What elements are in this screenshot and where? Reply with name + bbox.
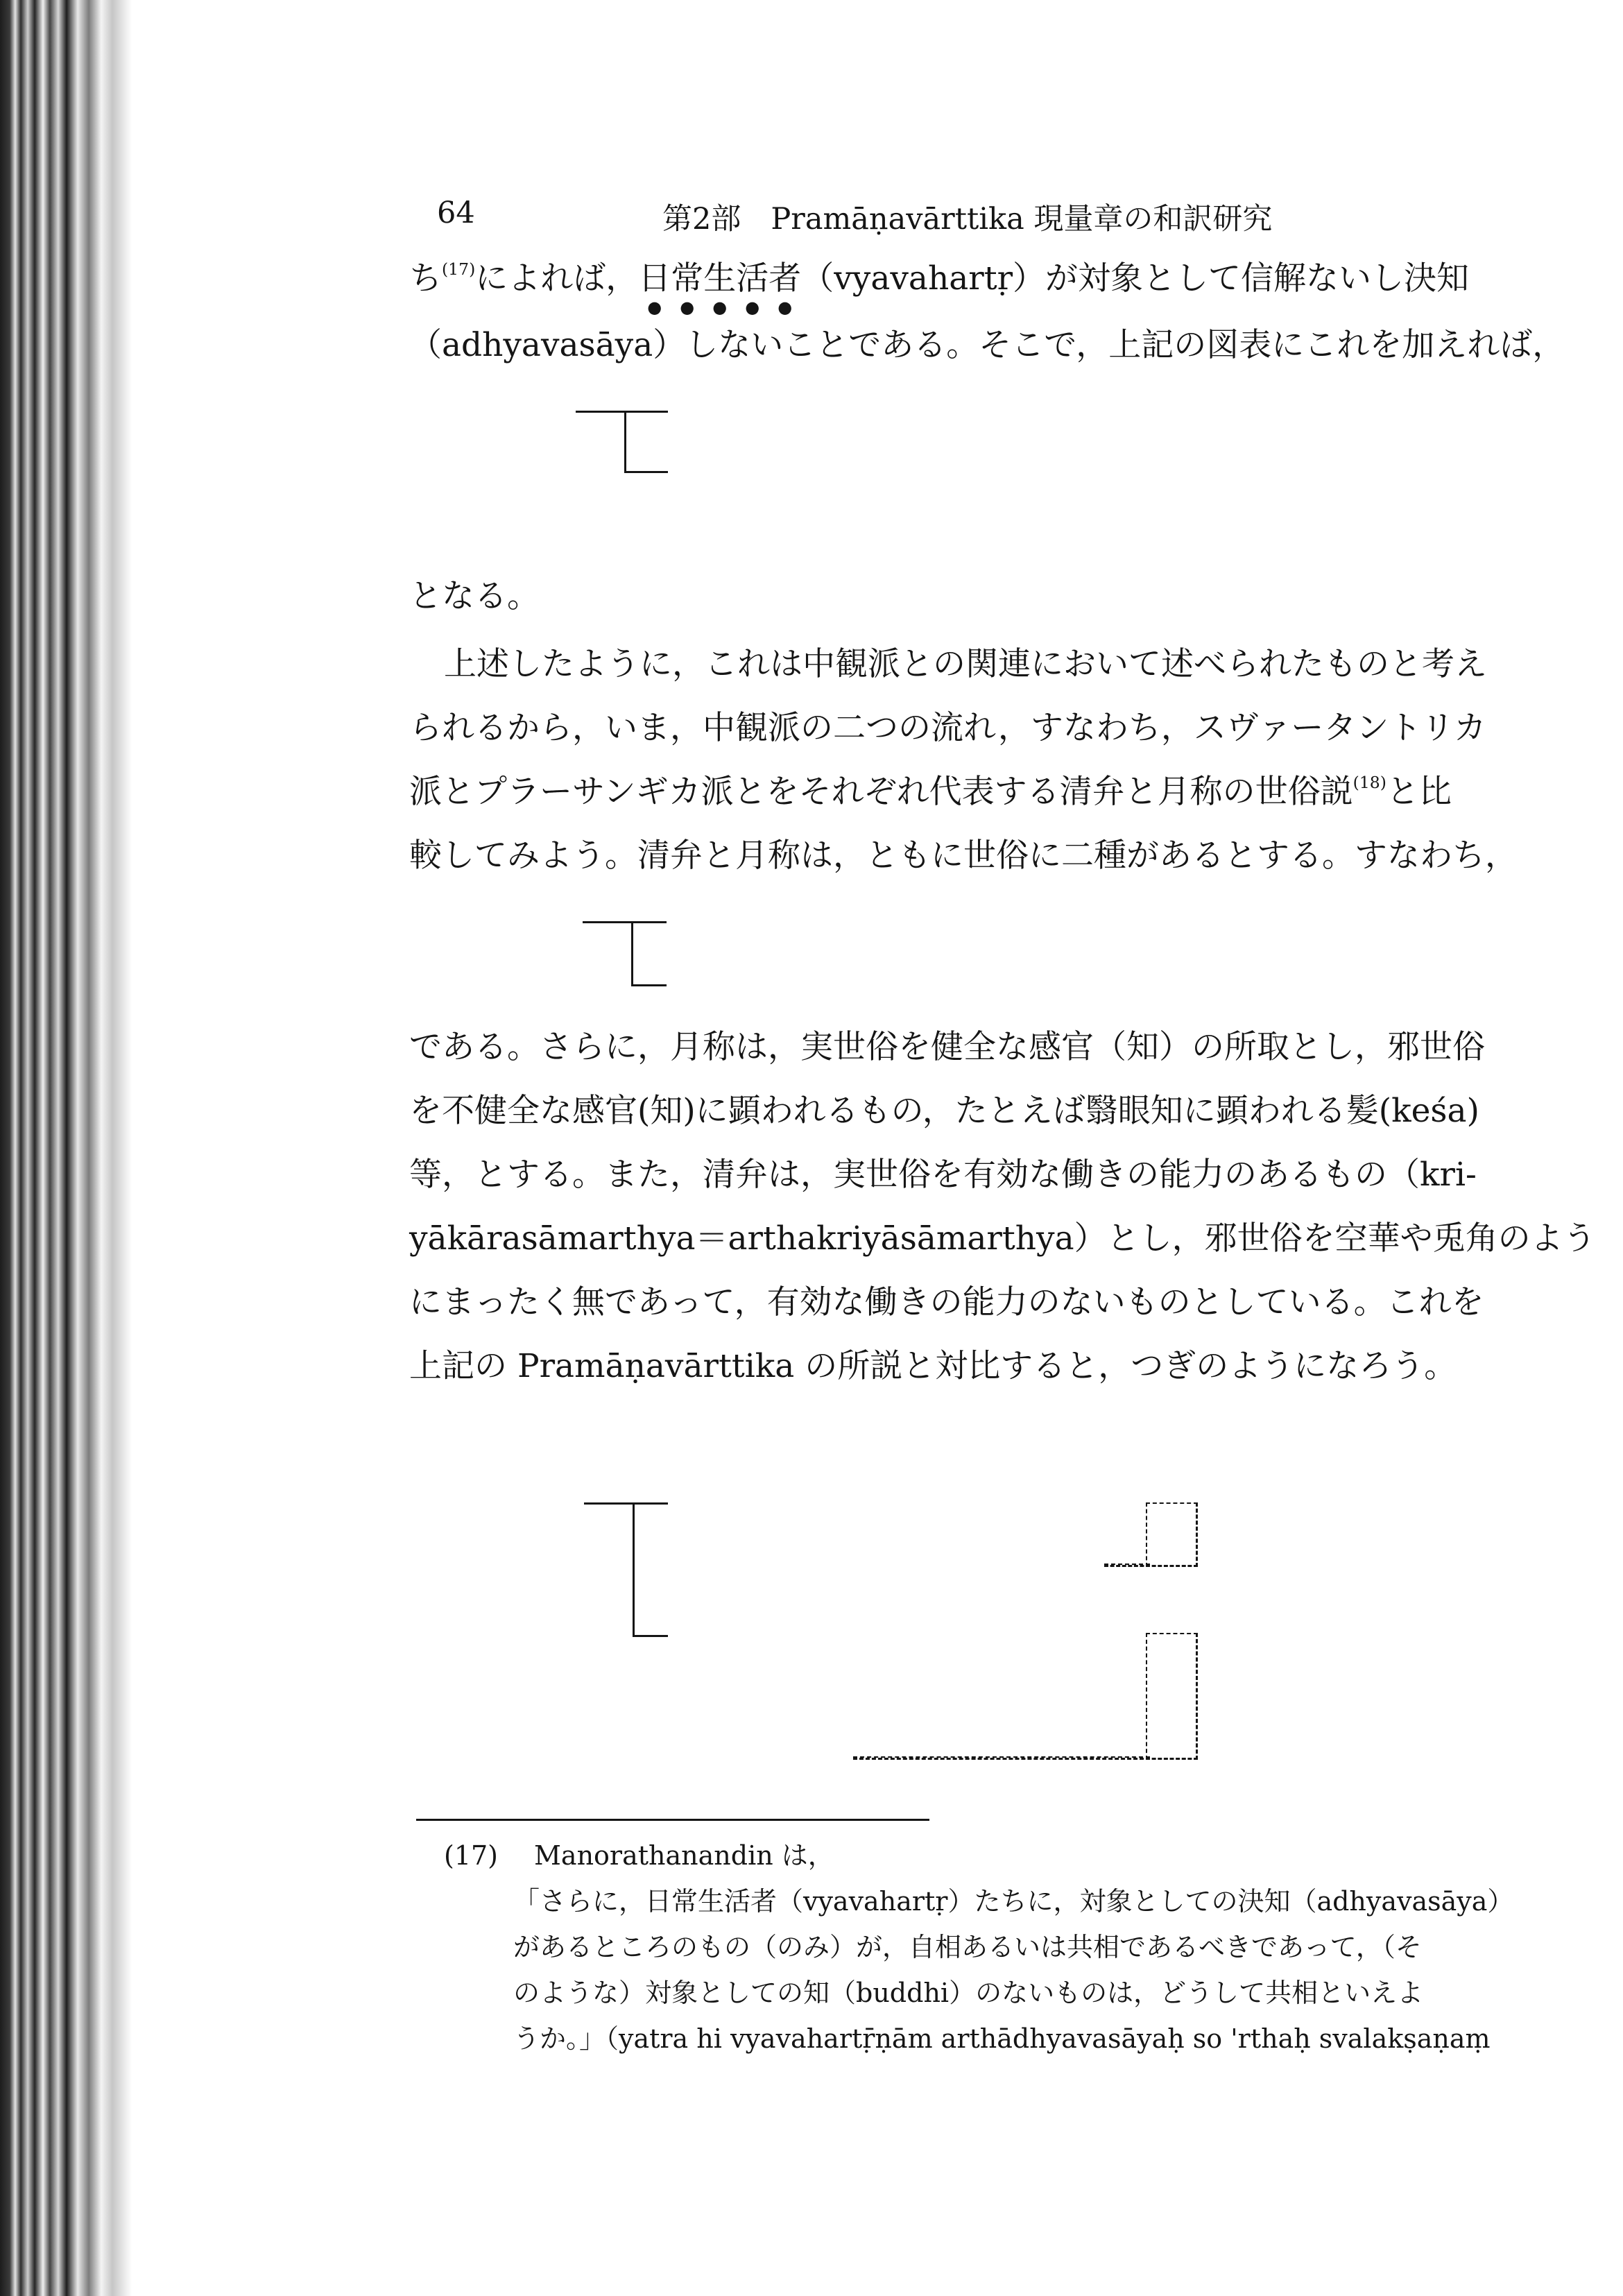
diagram1-connector [576, 411, 624, 413]
body-line: である。さらに，月称は，実世俗を健全な感官（知）の所取とし，邪世俗 [409, 1028, 1485, 1066]
diagram3-connector [584, 1502, 633, 1505]
footnote-line: のような）対象としての知（buddhi）のないものは，どうして共相といえよ [513, 1978, 1424, 2008]
diagram1-bracket [624, 411, 668, 473]
body-line: にまったく無であって，有効な働きの能力のないものとしている。これを [409, 1283, 1484, 1321]
body-line: となる。 [409, 577, 540, 615]
body-line: を不健全な感官(知)に顕われるもの，たとえば翳眼知に顕われる髪(keśa) [409, 1092, 1479, 1130]
body-line: ち$^{(17)}$によれば，日常生活者（vyavahartṛ）が対象として信解ないし決知 [409, 259, 1470, 298]
page-number: 64 [437, 196, 475, 230]
body-line: 上記の Pramāṇavārttika の所説と対比すると，つぎのようになろう。 [409, 1347, 1457, 1385]
body-line: られるから，いま，中観派の二つの流れ，すなわち，スヴァータントリカ [409, 709, 1486, 747]
footnote-line: 「さらに，日常生活者（vyavahartṛ）たちに，対象としての決知（adhyavasāya） [513, 1886, 1514, 1917]
footnote-line: があるところのもの（のみ）が，自相あるいは共相であるべきであって，（そ [513, 1932, 1422, 1962]
footnote-ref: (17) [442, 259, 476, 279]
body-line: 派とプラーサンギカ派とをそれぞれ代表する清弁と月称の世俗説$^{(18)}$と比 [409, 772, 1452, 811]
running-title: 第2部 Pramāṇavārttika 現量章の和訳研究 [662, 202, 1273, 237]
diagram2-connector [583, 921, 631, 923]
footnote-author: Manorathanandin は， [534, 1840, 834, 1871]
emphasized-term: 日常生活者 [638, 259, 802, 298]
book-spine-shadow [0, 0, 132, 2296]
footnote-ref: (18) [1352, 772, 1386, 792]
diagram3-bracket [633, 1502, 668, 1637]
body-line: （adhyavasāya）しないことである。そこで，上記の図表にこれを加えれば， [409, 326, 1565, 364]
footnote-rule [416, 1819, 929, 1821]
body-line: yākārasāmarthya＝arthakriyāsāmarthya）とし，邪世俗を空華や兎角のよう [409, 1219, 1596, 1258]
body-line: 上述したように，これは中観派との関連において述べられたものと考え [444, 645, 1487, 683]
body-line: 等，とする。また，清弁は，実世俗を有効な働きの能力のあるもの（kri- [409, 1156, 1477, 1194]
footnote-number: (17) [444, 1840, 499, 1871]
diagram3-dashed-link [1146, 1633, 1198, 1760]
body-line: 較してみよう。清弁と月称は，ともに世俗に二種があるとする。すなわち， [409, 837, 1518, 875]
diagram2-bracket [631, 921, 667, 986]
diagram3-dashed-link [1146, 1502, 1198, 1567]
diagram3-dashed-link [1104, 1563, 1150, 1567]
diagram3-dashed-link [853, 1756, 1150, 1760]
footnote-line: うか。」（yatra hi vyavahartṝṇām arthādhyavasāyaḥ so 'rthaḥ svalakṣaṇaṃ [513, 2023, 1491, 2054]
